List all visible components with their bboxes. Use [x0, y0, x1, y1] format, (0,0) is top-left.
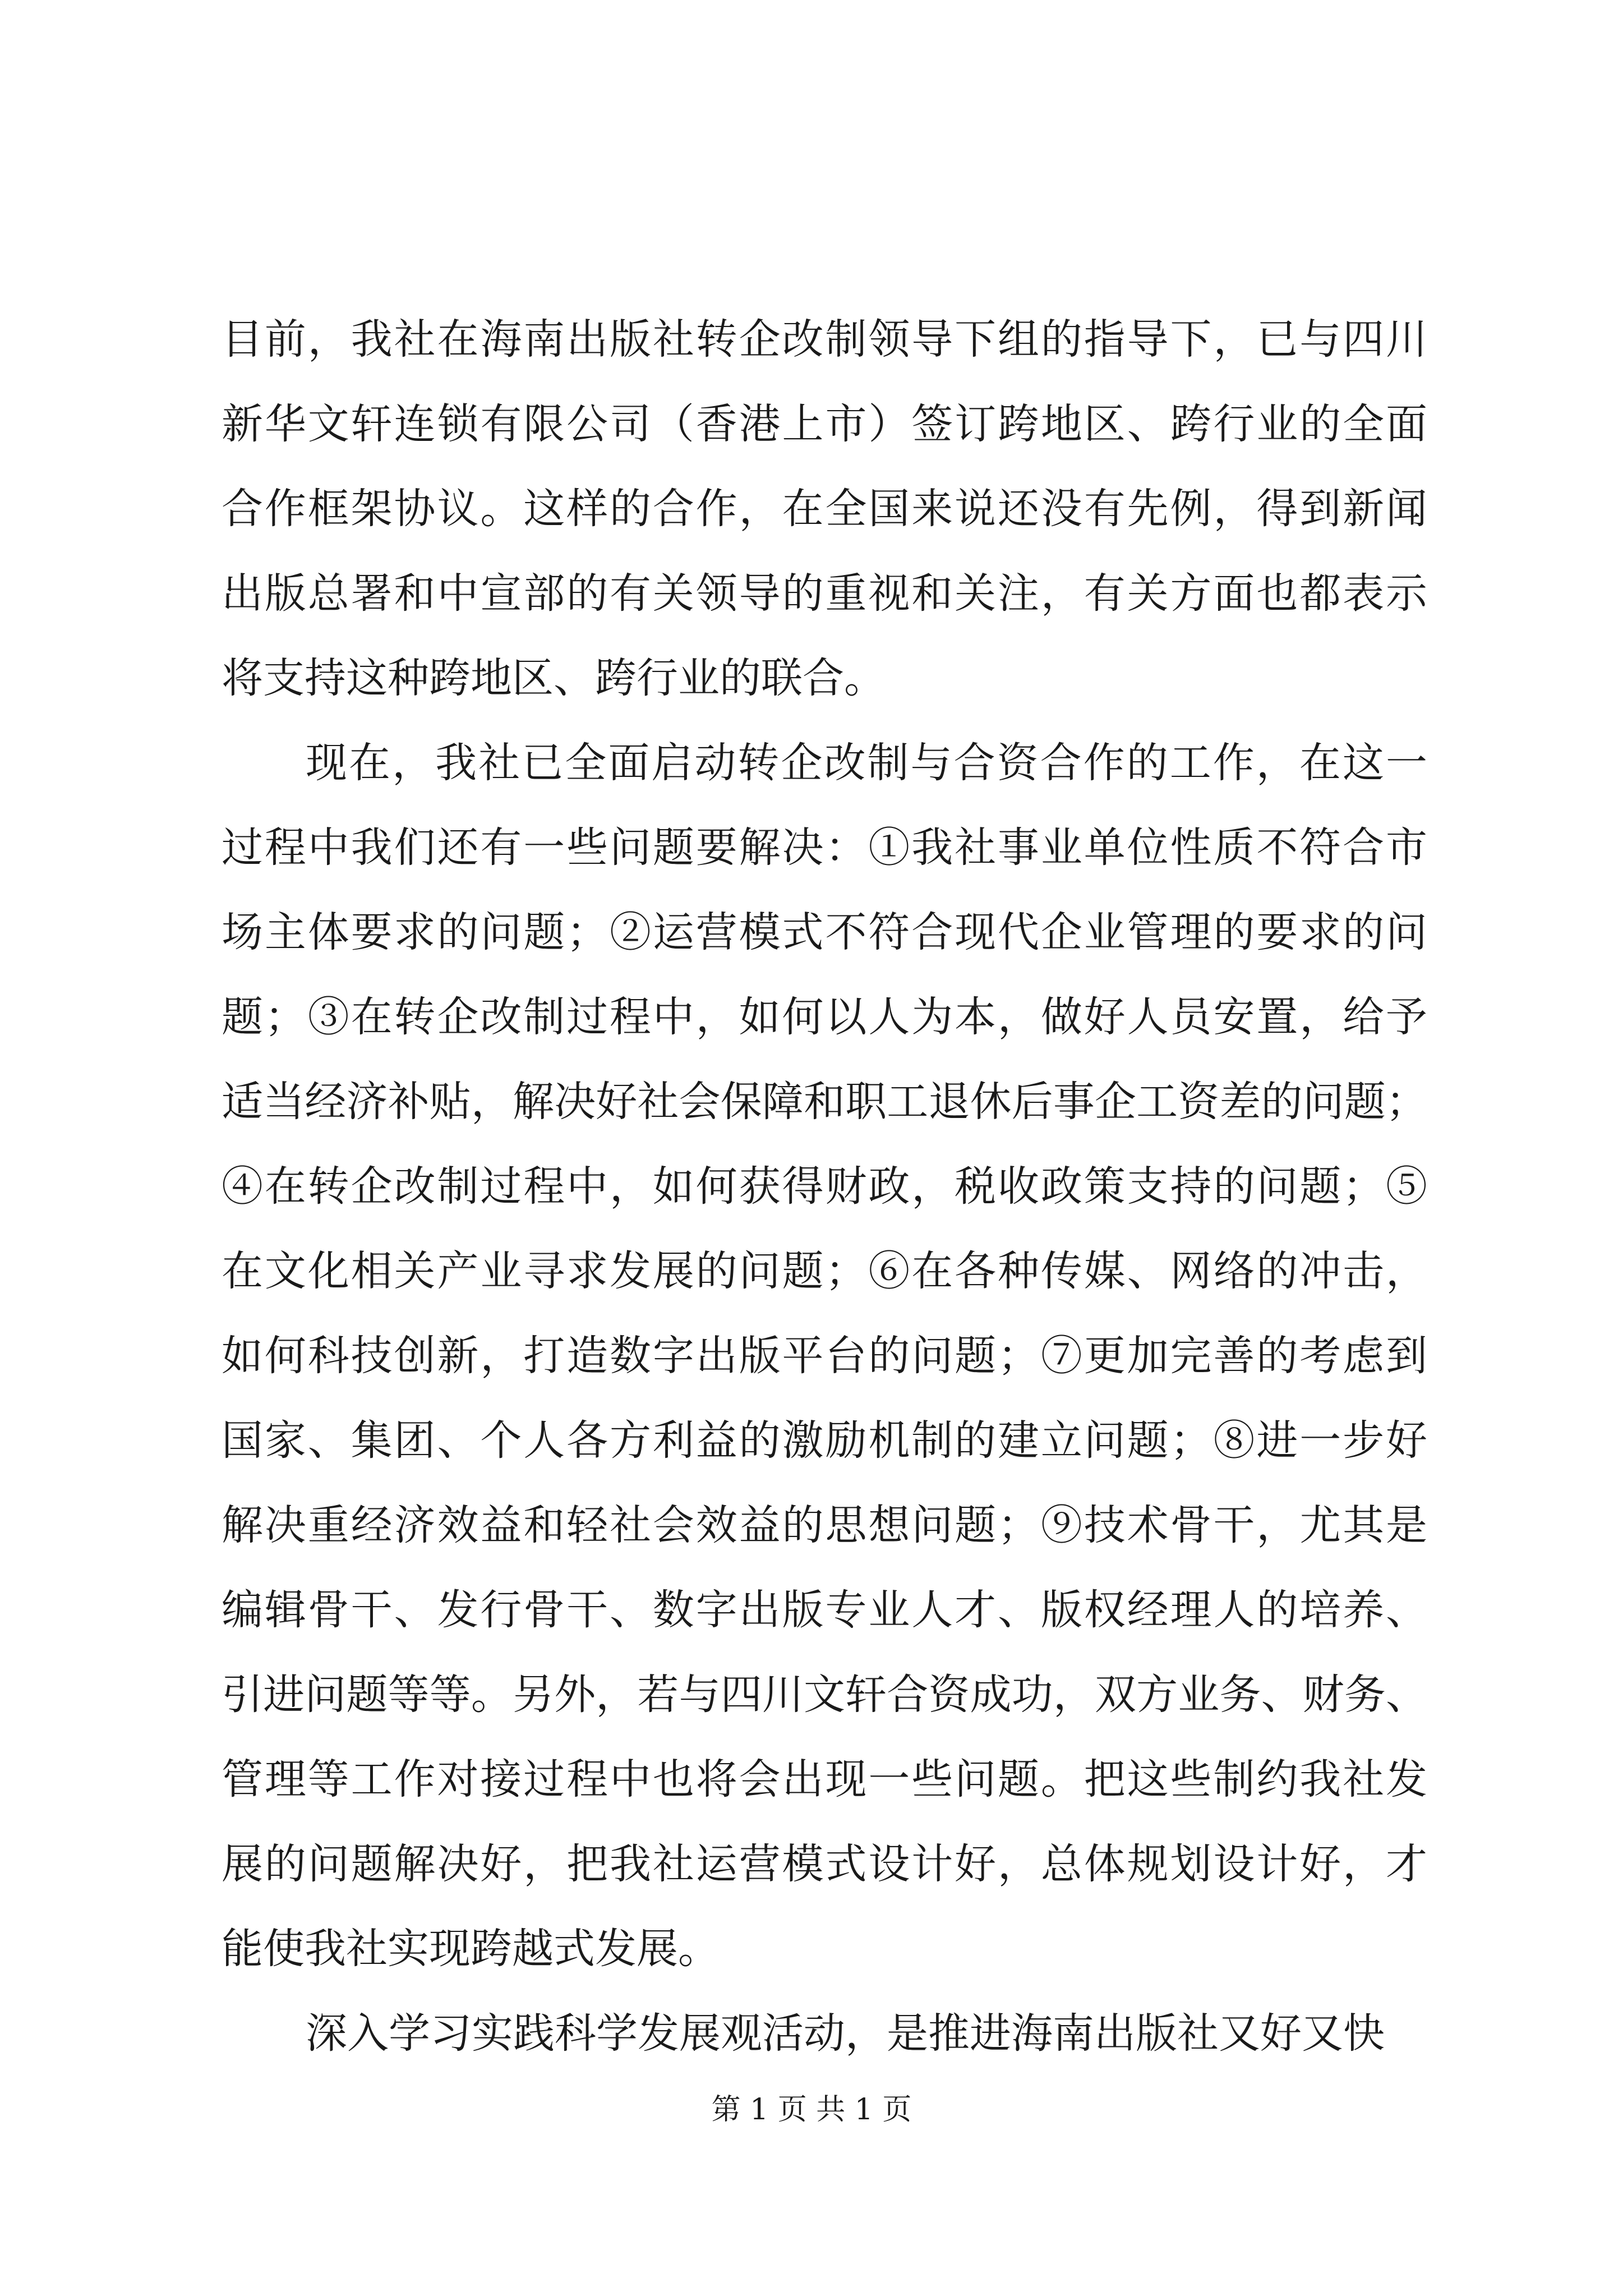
text-line: 如何科技创新，打造数字出版平台的问题；⑦更加完善的考虑到: [222, 1332, 1427, 1380]
text-line: 编辑骨干、发行骨干、数字出版专业人才、版权经理人的培养、: [222, 1586, 1427, 1634]
text-line: 引进问题等等。另外，若与四川文轩合资成功，双方业务、财务、: [222, 1671, 1427, 1719]
text-line: 新华文轩连锁有限公司（香港上市）签订跨地区、跨行业的全面: [222, 400, 1427, 448]
page-footer: [0, 2086, 1623, 2128]
text-line: 场主体要求的问题；②运营模式不符合现代企业管理的要求的问: [222, 908, 1427, 956]
text-line: ④在转企改制过程中，如何获得财政，税收政策支持的问题；⑤: [222, 1162, 1427, 1211]
text-line: 国家、集团、个人各方利益的激励机制的建立问题；⑧进一步好: [222, 1416, 1427, 1465]
text-line: 题；③在转企改制过程中，如何以人为本，做好人员安置，给予: [222, 993, 1427, 1041]
text-line: 出版总署和中宣部的有关领导的重视和关注，有关方面也都表示: [222, 569, 1427, 618]
paragraph-3: [222, 1991, 1427, 2076]
text-line: 将支持这种跨地区、跨行业的联合。: [222, 654, 886, 702]
document-body: [222, 297, 1427, 2076]
text-line: 过程中我们还有一些问题要解决：①我社事业单位性质不符合市: [222, 823, 1427, 872]
paragraph-2: [222, 721, 1427, 1991]
text-line: 能使我社实现跨越式发展。: [222, 1925, 720, 1973]
text-line: 管理等工作对接过程中也将会出现一些问题。把这些制约我社发: [222, 1755, 1427, 1803]
page-number: 第 1 页 共 1 页: [711, 2093, 912, 2127]
text-line: 目前，我社在海南出版社转企改制领导下组的指导下，已与四川: [222, 315, 1427, 364]
text-line: 解决重经济效益和轻社会效益的思想问题；⑨技术骨干，尤其是: [222, 1501, 1427, 1549]
text-line: 深入学习实践科学发展观活动，是推进海南出版社又好又快: [306, 2009, 1385, 2058]
text-line: 现在，我社已全面启动转企改制与合资合作的工作，在这一: [306, 739, 1427, 787]
text-line: 展的问题解决好，把我社运营模式设计好，总体规划设计好，才: [222, 1840, 1427, 1888]
paragraph-1: [222, 297, 1427, 721]
text-line: 适当经济补贴，解决好社会保障和职工退休后事企工资差的问题；: [222, 1078, 1427, 1126]
text-line: 在文化相关产业寻求发展的问题；⑥在各种传媒、网络的冲击，: [222, 1247, 1427, 1295]
text-line: 合作框架协议。这样的合作，在全国来说还没有先例，得到新闻: [222, 485, 1427, 533]
